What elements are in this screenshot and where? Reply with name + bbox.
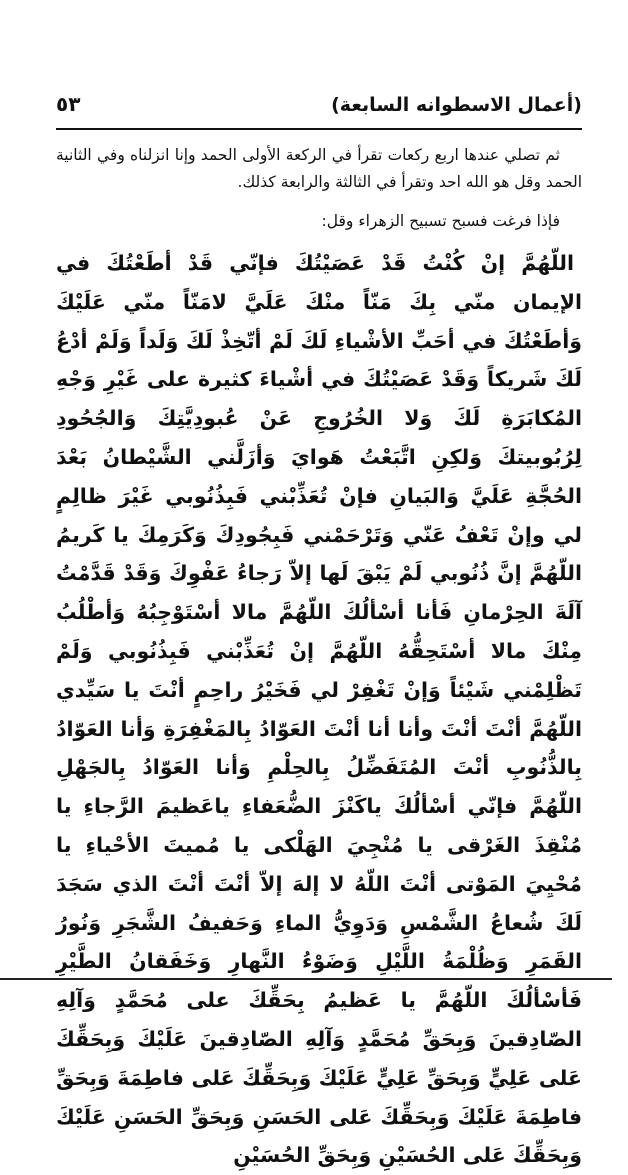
running-title: (أعمال الاسطوانه السابعة) [331,94,582,116]
footer-divider [0,978,612,980]
instructions-block [56,142,582,235]
supplication-text: اللّهُمَّ إنْ كُنْتُ قَدْ عَصَيْتُكَ فإنّي قَدْ أطَعْتُكَ في الإيمان منّي بِكَ مَنّاً منْكَ عَلَيَّ لامَنّاً منّي عَلَيْكَ وَأطَعْتُكَ في أحَبِّ الأشْياءِ لَكَ لَمْ أتّخِذْ لَكَ وَلَداً وَلَمْ أدْعُ لَكَ شَريكاً وَقَدْ عَصَيْتُكَ في أشْياءَ كثيرة على غَيْرِ وَجْهِ المُكابَرَةِ لَكَ وَلا الخُرُوجِ عَنْ عُبودِيَّتِكَ وَالجُحُودِ لِرُبُوبيتكَ وَلكِنِ اتَّبَعْتُ هَوايَ وَأزَلَّني الشَّيْطانُ بَعْدَ الحُجَّةِ عَلَيَّ وَالبَيانِ فإنْ تُعَذِّبْني فَبِذُنُوبي غَيْرَ ظالِمٍ لي وإنْ تَعْفُ عَنّي وَتَرْحَمْني فَبِجُودِكَ وَكَرَمِكَ يا كَريمُ اللّهُمَّ إنَّ ذُنُوبي لَمْ يَبْقَ لَها إلاّ رَجاءُ عَفْوِكَ وَقَدْ قَدَّمْتُ آلَةَ الحِرْمانِ فَأنا أسْألُكَ اللّهُمَّ مالا أسْتَوْجِبُهُ وَأطْلُبُ مِنْكَ مالا أسْتَحِقُّهُ اللّهُمَّ إنْ تُعَذِّبْني فَبِذُنُوبي وَلَمْ تَظْلِمْني شَيْئاً وَإنْ تَغْفِرْ لي فَخَيْرُ راحِمٍ أنْتَ يا سَيِّدي اللّهُمَّ أنْتَ أنْتَ وأنا أنا أنْتَ العَوّادُ بِالمَغْفِرَةِ وَأنا العَوّادُ بِالذُّنُوبِ أنْتَ المُتَفَضِّلُ بِالحِلْمِ وَأنا العَوّادُ بِالجَهْلِ اللّهُمَّ فإنّي أسْألُكَ ياكَنْزَ الضُّعَفاءِ ياعَظيمَ الرَّجاءِ يا مُنْقِذَ الغَرْقى يا مُنْجِيَ الهَلْكى يا مُميتَ الأحْياءِ يا مُحْيِيَ المَوْتى أنْتَ اللّهُ لا إلهَ إلاّ أنْتَ أنْتَ الذي سَجَدَ لَكَ شُعاعُ الشَّمْسِ وَدَوِيُّ الماءِ وَحَفيفُ الشَّجَرِ وَنُورُ القَمَرِ وَظُلْمَةُ اللَّيْلِ وَضَوْءُ النَّهارِ وَخَفَقانُ الطَّيْرِ فَأسْألُكَ اللّهُمَّ يا عَظيمُ بِحَقِّكَ على مُحَمَّدٍ وَآلِهِ الصّادِقينَ وَبِحَقِّ مُحَمَّدٍ وَآلِهِ الصّادِقينَ عَلَيْكَ وَبِحَقِّكَ عَلى عَلِيٍّ وَبِحَقِّ عَلِيٍّ عَلَيْكَ وَبِحَقِّكَ عَلى فاطِمَةَ وَبِحَقِّ فاطِمَةَ عَلَيْكَ وَبِحَقِّكَ عَلى الحَسَنِ وَبِحَقِّ الحَسَنِ عَلَيْكَ وَبِحَقِّكَ عَلى الحُسَيْنِ وَبِحَقِّ الحُسَيْنِ [56,251,582,1168]
header-divider [56,128,582,130]
page-number: ٥٣ [56,92,81,116]
instruction-paragraph: فإذا فرغت فسبح تسبيح الزهراء وقل: [321,212,560,230]
instruction-paragraph: ثم تصلي عندها اربع ركعات تقرأ في الركعة الأولى الحمد وإنا انزلناه وفي الثانية الحمد وقل هو الله احد وتقرأ في الثالثة والرابعة كذلك. [56,146,582,191]
supplication-text-block [56,244,582,1168]
page-header [56,88,582,124]
